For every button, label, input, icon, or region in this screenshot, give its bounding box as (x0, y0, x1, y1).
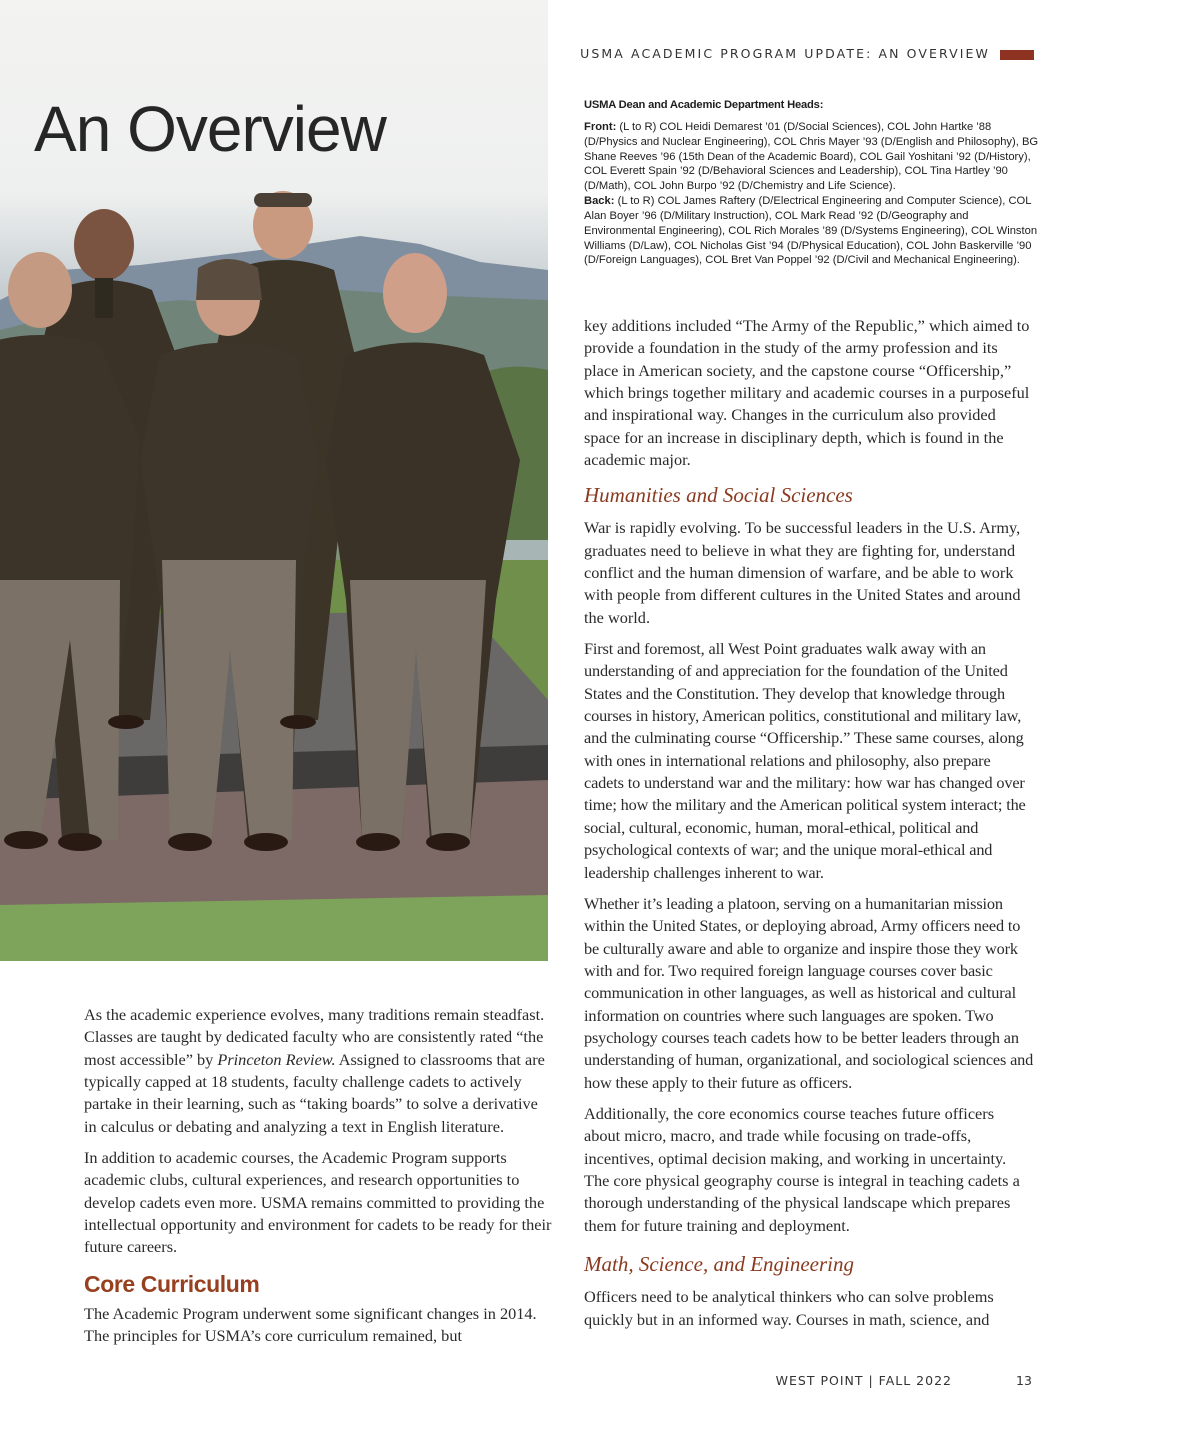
caption-back-label: Back: (584, 195, 615, 208)
right-column-continued (584, 315, 1034, 480)
math-paragraph-1: Officers need to be analytical thinkers who can solve problems quickly but in an informed way. Courses in math, science, and (584, 1287, 994, 1329)
humanities-paragraph-1: War is rapidly evolving. To be successful leaders in the U.S. Army, graduates need to believe in what they are fighting for, understand conflict and the human dimension of warfare, and be able to work with people from different cultures in the United States and around the world. (584, 518, 1021, 627)
paragraph-traditions (84, 1004, 554, 1138)
paragraph-academic-clubs: In addition to academic courses, the Academic Program supports academic clubs, cultural experiences, and research opportunities to develop cadets even more. USMA remains committed to providing the intellectual opportunity and environment for cadets to be ready for their future careers. (84, 1148, 552, 1257)
princeton-review-title: Princeton Review. (217, 1049, 336, 1069)
page-title: An Overview (34, 93, 386, 165)
caption-front-text: (L to R) COL Heidi Demarest ’01 (D/Social Sciences), COL John Hartke ’88 (D/Physics and Nuclear Engineering), COL Chris Mayer ’93 (D/English and Philosophy), BG Shane Reeves ’96 (15th Dean of the Academic Board), COL Gail Yoshitani ’92 (D/History), COL Everett Spain ’92 (D/Behavioral Sciences and Leadership), COL Tina Hartley ’90 (D/Math), COL John Burpo ’92 (D/Chemistry and Life Science). (584, 120, 1039, 193)
humanities-paragraph-2: First and foremost, all West Point graduates walk away with an understanding of and appreciation for the foundation of the United States and the Constitution. They develop that knowledge through courses in history, American politics, constitutional and military law, and the culminating course “Officership.” These same courses, along with ones in international relations and philosophy, also prepare cadets to understand war and the military: how war has changed over time; how the military and the American political system interact; the social, cultural, economic, human, moral-ethical, political and psychological contexts of war; and the unique moral-ethical and leadership challenges inherent to war. (584, 639, 1026, 882)
humanities-heading: Humanities and Social Sciences (584, 483, 853, 507)
paragraph-traditions-start: As the academic experience evolves, many traditions remain steadfast. Classes are taught by dedicated faculty who are consistently rated “the most accessible” by (84, 1005, 545, 1069)
humanities-paragraph-3: Whether it’s leading a platoon, serving on a humanitarian mission within the United States, or deploying abroad, Army officers need to be culturally aware and able to organize and inspire those they work with and for. Two required foreign language courses cover basic communication in other languages, as well as historical and cultural information on countries where such languages are spoken. Two psychology courses teach cadets how to be better leaders through an understanding of human, organizational, and sociological sciences and how these apply to their future as officers. (584, 893, 1034, 1092)
footer-publication: WEST POINT | FALL 2022 (775, 1373, 952, 1388)
group-photo (0, 0, 548, 961)
photo-caption (584, 98, 1040, 268)
paragraph-traditions-end: Assigned to classrooms that are typically capped at 18 students, faculty challenge cadets to actively partake in their learning, such as “taking boards” to solve a derivative in calculus or debating and analyzing a text in English literature. (84, 1049, 545, 1136)
page-number: 13 (1016, 1373, 1032, 1388)
paragraph-continued: key additions included “The Army of the Republic,” which aimed to provide a foundation in the study of the army profession and its place in American society, and the capstone course “Officership,” which brings together military and academic courses in a purposeful and inspirational way. Changes in the curriculum also provided space for an increase in disciplinary depth, which is found in the academic major. (584, 316, 1030, 470)
caption-front (584, 120, 1040, 194)
right-column (584, 484, 1034, 1340)
math-science-heading: Math, Science, and Engineering (584, 1252, 855, 1276)
header-accent-bar (1000, 50, 1034, 60)
left-column (84, 1004, 554, 1357)
caption-back-text: (L to R) COL James Raftery (D/Electrical Engineering and Computer Science), COL Alan Boyer ’96 (D/Military Instruction), COL Mark Read ’92 (D/Geography and Environmental Engineering), COL Rich Morales ’89 (D/Systems Engineering), COL Winston Williams (D/Law), COL Nicholas Gist ’94 (D/Physical Education), COL John Baskerville ’90 (D/Foreign Languages), COL Bret Van Poppel ’92 (D/Civil and Mechanical Engineering). (584, 195, 1038, 267)
caption-back (584, 194, 1040, 268)
running-header: USMA ACADEMIC PROGRAM UPDATE: AN OVERVIEW (580, 46, 990, 61)
caption-heading: USMA Dean and Academic Department Heads: (584, 99, 824, 111)
core-curriculum-heading: Core Curriculum (84, 1270, 260, 1297)
paragraph-core-curriculum: The Academic Program underwent some significant changes in 2014. The principles for USMA’s core curriculum remained, but (84, 1304, 537, 1346)
caption-front-label: Front: (584, 120, 617, 133)
humanities-paragraph-4: Additionally, the core economics course teaches future officers about micro, macro, and trade while focusing on trade-offs, incentives, optimal decision making, and working in uncertainty. The core physical geography course is integral in teaching cadets a thorough understanding of the physical landscape which prepares them for future training and deployment. (584, 1103, 1020, 1235)
